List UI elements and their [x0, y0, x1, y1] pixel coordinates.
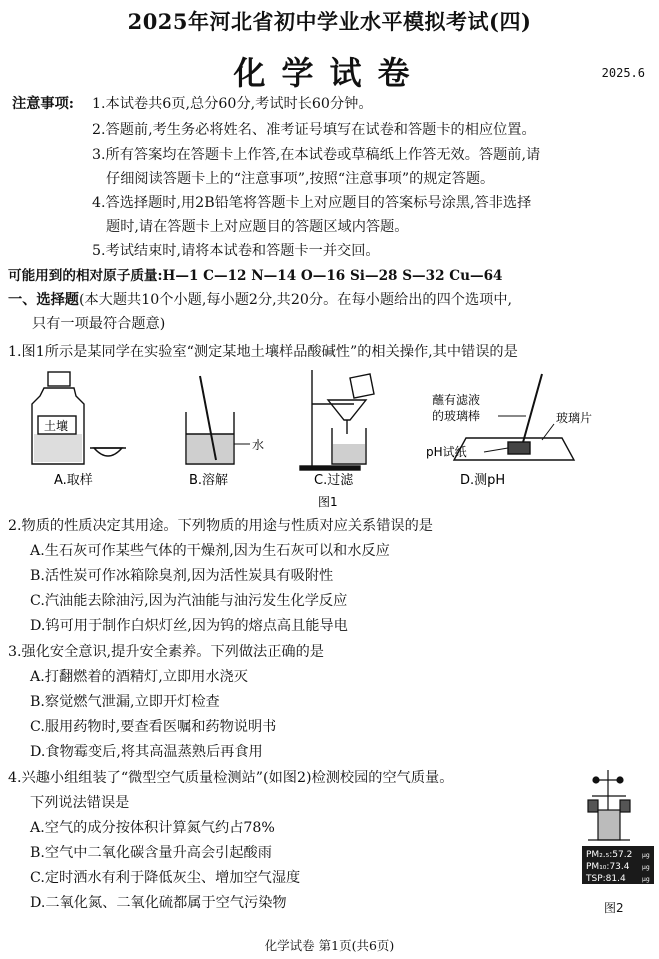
section-heading: [8, 290, 512, 310]
q2-option-c: C.汽油能去除油污,因为汽油能与油污发生化学反应: [30, 593, 348, 609]
option-a-label: A.取样: [54, 473, 93, 488]
filtration-illustration: [300, 370, 374, 470]
jar-label: 土壤: [44, 419, 69, 433]
notice-item-5: 5.考试结束时,请将本试卷和答题卡一并交回。: [92, 243, 380, 259]
notice-item-2: 2.答题前,考生务必将姓名、准考证号填写在试卷和答题卡的相应位置。: [92, 122, 536, 138]
q2-option-b: B.活性炭可作冰箱除臭剂,因为活性炭具有吸附性: [30, 568, 334, 584]
notice-item-1: 1.本试卷共6页,总分60分,考试时长60分钟。: [92, 96, 373, 112]
q3-stem: 3.强化安全意识,提升安全素养。下列做法正确的是: [8, 644, 324, 660]
figure-1: [14, 364, 654, 514]
reading-unit-1: μg: [642, 852, 650, 859]
q3-option-d: D.食物霉变后,将其高温蒸熟后再食用: [30, 744, 263, 760]
q4-option-d: D.二氧化氮、二氧化硫都属于空气污染物: [30, 895, 287, 911]
air-station-illustration: [588, 770, 630, 840]
notice-item-4-cont: 题时,请在答题卡上对应题目的答题区域内答题。: [106, 219, 409, 235]
reading-pm10: PM₁₀:73.4: [586, 862, 630, 872]
figure-1-caption: 图1: [318, 495, 338, 509]
rod-label-line2: 的玻璃棒: [432, 409, 481, 423]
notice-item-3: 3.所有答案均在答题卡上作答,在本试卷或草稿纸上作答无效。答题前,请: [92, 147, 541, 163]
q3-option-a: A.打翻燃着的酒精灯,立即用水浇灭: [30, 669, 248, 685]
figure-2: [580, 766, 656, 916]
notice-item-3-cont: 仔细阅读答题卡上的“注意事项”,按照“注意事项”的规定答题。: [106, 171, 495, 187]
figure-2-caption: 图2: [604, 901, 624, 915]
glass-label: 玻璃片: [556, 411, 593, 425]
exam-date: 2025.6: [601, 66, 645, 80]
reading-unit-2: μg: [642, 864, 650, 871]
q2-option-d: D.钨可用于制作白炽灯丝,因为钨的熔点高且能导电: [30, 618, 348, 634]
option-d-label: D.测pH: [460, 473, 506, 488]
paper-label: pH试纸: [426, 445, 467, 459]
water-label: 水: [252, 438, 265, 452]
q2-option-a: A.生石灰可作某些气体的干燥剂,因为生石灰可以和水反应: [30, 543, 390, 559]
option-c-label: C.过滤: [314, 473, 354, 488]
reading-tsp: TSP:81.4: [586, 874, 626, 884]
section-heading-desc: (本大题共10个小题,每小题2分,共20分。在每小题给出的四个选项中,: [78, 292, 513, 308]
q4-stem-line2: 下列说法错误是: [30, 795, 130, 811]
q3-option-c: C.服用药物时,要查看医嘱和药物说明书: [30, 719, 277, 735]
notice-label: 注意事项:: [12, 96, 74, 112]
option-b-label: B.溶解: [189, 473, 229, 488]
q4-stem: 4.兴趣小组组装了“微型空气质量检测站”(如图2)检测校园的空气质量。: [8, 770, 454, 786]
soil-jar-illustration: [32, 372, 126, 464]
rod-label-line1: 蘸有滤液: [432, 393, 481, 407]
exam-subject: 化学试卷: [233, 54, 426, 92]
section-heading-line2: 只有一项最符合题意): [32, 316, 166, 332]
q4-option-a: A.空气的成分按体积计算氮气约占78%: [30, 820, 275, 836]
q3-option-b: B.察觉燃气泄漏,立即开灯检查: [30, 694, 220, 710]
q4-option-c: C.定时洒水有利于降低灰尘、增加空气湿度: [30, 870, 301, 886]
reading-unit-3: μg: [642, 876, 650, 883]
beaker-stirring-illustration: [186, 376, 250, 464]
reading-pm25: PM₂.₅:57.2: [586, 850, 633, 860]
page-footer: 化学试卷 第1页(共6页): [264, 938, 395, 953]
atomic-masses: 可能用到的相对原子质量:H—1 C—12 N—14 O—16 Si—28 S—32 Cu—64: [8, 268, 503, 284]
q1-stem: 1.图1所示是某同学在实验室“测定某地土壤样品酸碱性”的相关操作,其中错误的是: [8, 344, 518, 360]
notice-item-4: 4.答选择题时,用2B铅笔将答题卡上对应题目的答案标号涂黑,答非选择: [92, 195, 532, 211]
q4-option-b: B.空气中二氧化碳含量升高会引起酸雨: [30, 845, 272, 861]
q2-stem: 2.物质的性质决定其用途。下列物质的用途与性质对应关系错误的是: [8, 518, 433, 534]
exam-title: 2025年河北省初中学业水平模拟考试(四): [127, 9, 532, 34]
section-heading-title: 一、选择题: [8, 292, 79, 308]
